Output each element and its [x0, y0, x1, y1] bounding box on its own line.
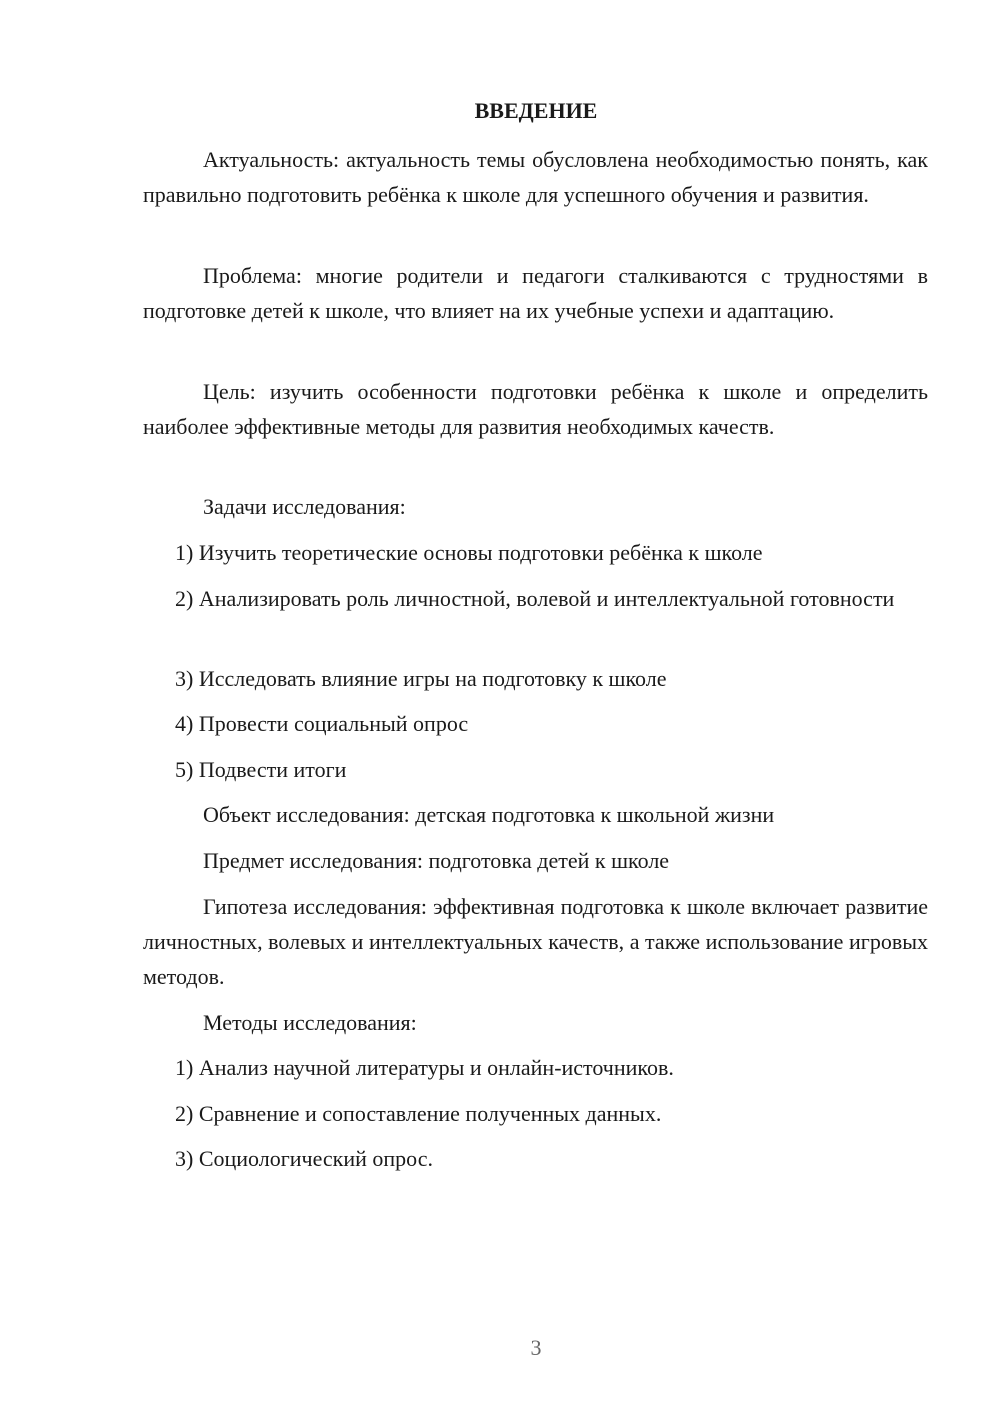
method-item: 2) Сравнение и сопоставление полученных данных. [175, 1101, 662, 1126]
task-item: 4) Провести социальный опрос [175, 711, 469, 736]
page-number: 3 [530, 1335, 542, 1360]
goal-paragraph: Цель: изучить особенности подготовки ребёнка к школе и определить наиболее эффективные методы для развития необходимых качеств. [143, 379, 928, 439]
methods-heading: Методы исследования: [203, 1010, 417, 1035]
hypothesis-paragraph: Гипотеза исследования: эффективная подготовка к школе включает развитие личностных, волевых и интеллектуальных качеств, а также использование игровых методов. [143, 894, 928, 989]
method-item: 1) Анализ научной литературы и онлайн-источников. [175, 1055, 674, 1080]
tasks-heading: Задачи исследования: [203, 494, 406, 519]
method-item: 3) Социологический опрос. [175, 1146, 433, 1171]
task-item: 5) Подвести итоги [175, 757, 347, 782]
object-line: Объект исследования: детская подготовка к школьной жизни [203, 802, 775, 827]
section-title: ВВЕДЕНИЕ [474, 98, 598, 123]
task-item: 3) Исследовать влияние игры на подготовку к школе [175, 666, 667, 691]
task-item: 2) Анализировать роль личностной, волевой и интеллектуальной готовности [175, 586, 895, 611]
task-item: 1) Изучить теоретические основы подготовки ребёнка к школе [175, 540, 763, 565]
problem-paragraph: Проблема: многие родители и педагоги сталкиваются с трудностями в подготовке детей к школе, что влияет на их учебные успехи и адаптацию. [143, 263, 928, 323]
subject-line: Предмет исследования: подготовка детей к школе [203, 848, 670, 873]
relevance-paragraph: Актуальность: актуальность темы обусловлена необходимостью понять, как правильно подготовить ребёнка к школе для успешного обучения и развития. [143, 147, 928, 207]
